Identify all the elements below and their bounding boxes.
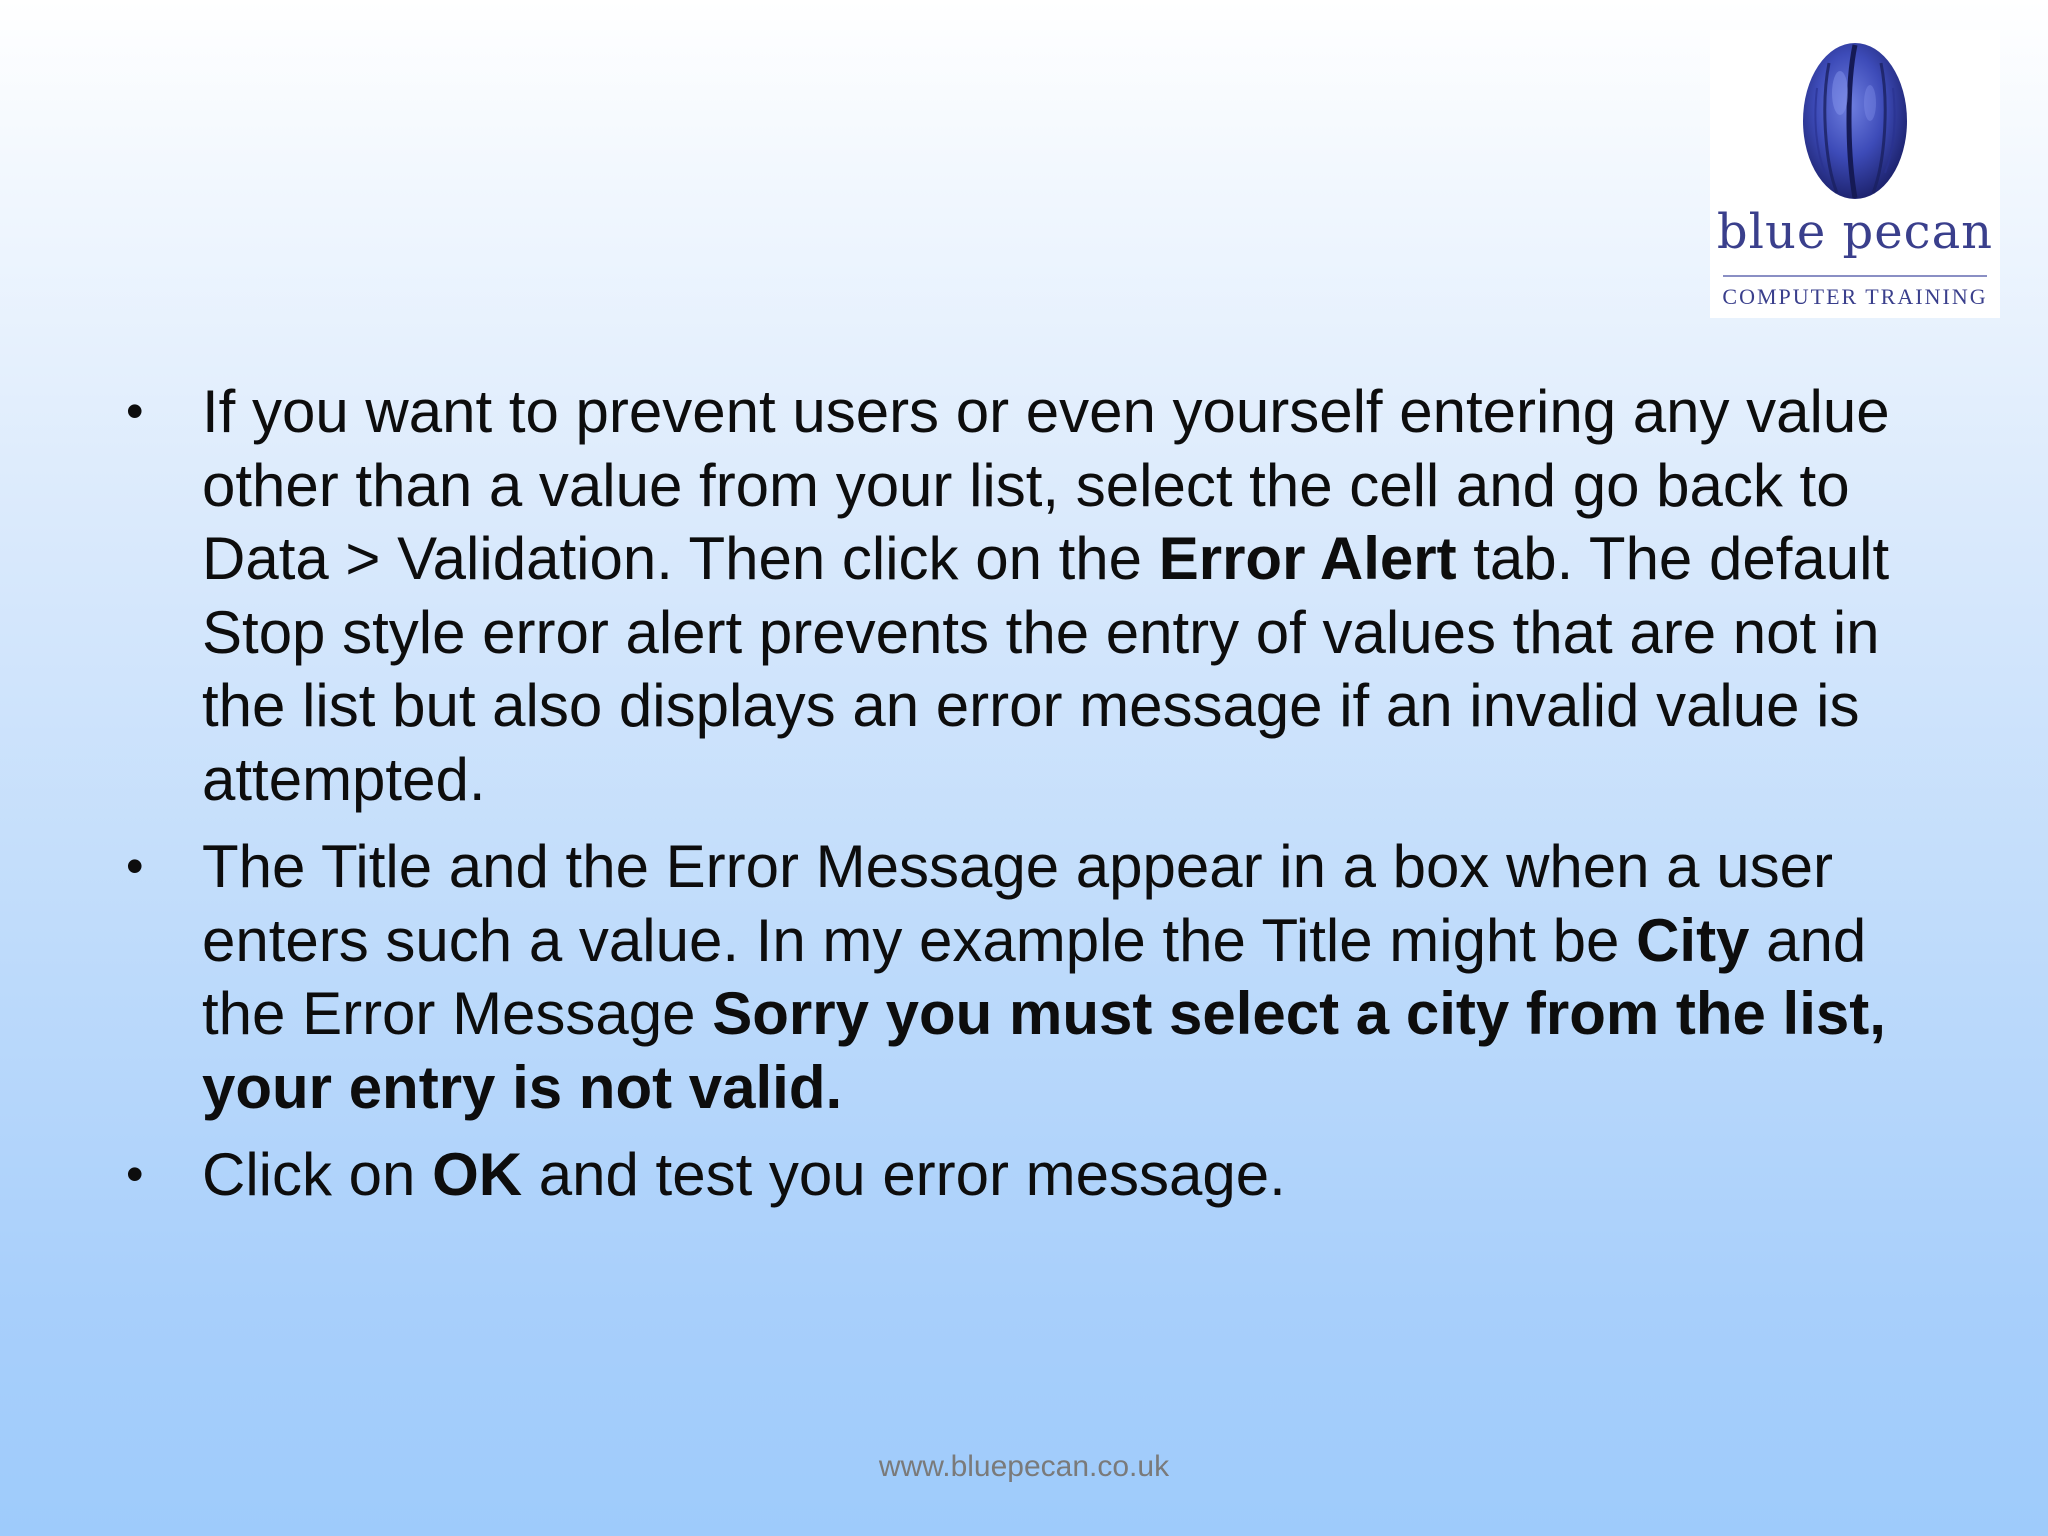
bullet-dot: •	[126, 383, 144, 439]
bullet-dot: •	[126, 1146, 144, 1202]
bullet-text: and test you error message.	[522, 1141, 1286, 1208]
bullet-text: Click on	[202, 1141, 433, 1208]
bullet-text: If you want to prevent users or even yourself entering any value other than a value from your list, select the cell and go back to Data > Validation. Then click on the	[202, 378, 1890, 592]
logo-divider	[1723, 275, 1987, 277]
footer-url: www.bluepecan.co.uk	[878, 1450, 1170, 1483]
logo-name: blue pecan	[1716, 204, 1994, 260]
bullet-item	[120, 375, 1960, 816]
blue-pecan-logo	[1710, 30, 2000, 318]
bullet-list	[120, 375, 1960, 1226]
bullet-text: tab. The default Stop style error alert prevents the entry of values that are not in the list but also displays an error message if an invalid value is attempted.	[202, 525, 1890, 813]
bullet-text: and the Error Message	[202, 906, 1867, 1047]
bullet-text: The Title and the Error Message appear in a box when a user enters such a value. In my example the Title might be	[202, 833, 1833, 974]
bullet-text-bold: OK	[432, 1141, 523, 1208]
bullet-item	[120, 830, 1960, 1124]
bullet-text-bold: City	[1636, 906, 1750, 974]
bullet-text-bold: Sorry you must select a city from the list, your entry is not valid.	[202, 980, 1886, 1121]
bullet-dot: •	[126, 838, 144, 894]
pecan-nut-icon	[1795, 33, 1915, 203]
logo-tagline: COMPUTER TRAINING	[1722, 284, 1988, 309]
bullet-text-bold: Error Alert	[1158, 525, 1457, 592]
bullet-item	[120, 1138, 1960, 1212]
